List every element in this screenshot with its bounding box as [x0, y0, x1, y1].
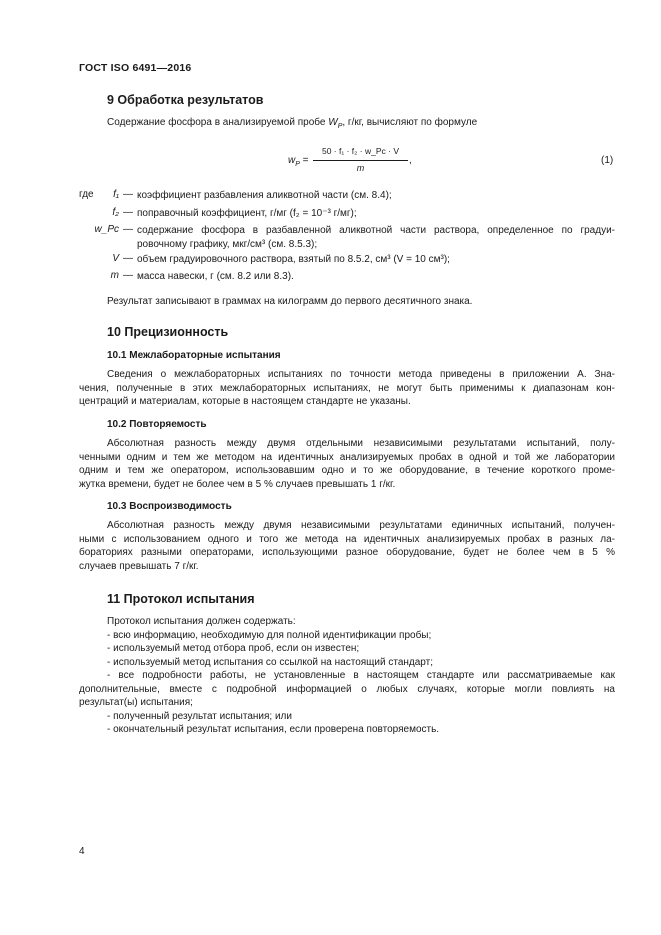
variable-symbol: w_Pc [94, 224, 119, 235]
subsection-10-3-title: 10.3 Воспроизводимость [107, 501, 232, 512]
paragraph-line: центраций и материалам, которые в настоящем стандарте не указаны. [79, 396, 411, 407]
report-item: - все подробности работы, не установленные в настоящем стандарте или рассматриваемые как [107, 670, 615, 681]
fraction-bar [313, 160, 408, 161]
paragraph-line: Абсолютная разность между двумя независимыми результатами единичных испытаний, получен- [107, 520, 615, 531]
formula-fraction [313, 146, 408, 173]
intro-text-start: Содержание фосфора в анализируемой пробе [107, 117, 329, 128]
variable-symbol: m [110, 270, 119, 281]
subsection-10-2-text [79, 437, 615, 491]
variable-symbol: f₁ [113, 189, 119, 200]
definition-line: содержание фосфора в разбавленной аликвотной части раствора, определенное по градуи- [137, 225, 615, 236]
variable-symbol: V [112, 253, 119, 264]
paragraph-line: чения, полученные в этих межлабораторных испытаниях, не могут быть применимы к диапазонам кон- [79, 382, 615, 394]
report-item: - используемый метод испытания со ссылкой на настоящий стандарт; [107, 656, 433, 668]
formula-numerator: 50 · f₁ · f₂ · w_Pc · V [321, 146, 399, 156]
report-intro: Протокол испытания должен содержать: [107, 616, 296, 627]
section-9-intro [107, 116, 477, 134]
paragraph-line: одним и тем же оператором, использовавшим одно и то же оборудование, в течение короткого проме- [79, 465, 615, 476]
subsection-10-1-text [79, 368, 615, 409]
formula-comma: , [409, 155, 412, 166]
variable-dash: — [123, 224, 133, 235]
intro-symbol-sub: P [337, 123, 343, 130]
paragraph-line: ными с использованием одного и того же метода на идентичных анализируемых пробах в разных ла- [79, 533, 615, 545]
variable-definition: объем градуировочного раствора, взятый по 8.5.2, см³ (V = 10 см³); [137, 254, 450, 265]
variable-definition: поправочный коэффициент, г/мг (f₂ = 10⁻³ г/мг); [137, 208, 357, 219]
report-item: - окончательный результат испытания, если проверена повторяемость. [107, 724, 440, 735]
where-label: где [79, 189, 94, 200]
document-code: ГОСТ ISO 6491—2016 [79, 62, 192, 74]
variable-definition: коэффициент разбавления аликвотной части (см. 8.4); [137, 190, 392, 201]
subsection-10-3-text [79, 519, 615, 573]
section-9-title: 9 Обработка результатов [107, 93, 264, 107]
paragraph-line: бораториях разными операторами, использующими разное оборудование, будет не более чем в 5 % [79, 547, 615, 558]
report-item: - используемый метод отбора проб, если он известен; [107, 643, 360, 654]
report-item-continuation: результат(ы) испытания; [79, 697, 193, 708]
section-10-title: 10 Прецизионность [107, 325, 229, 339]
report-item: - всю информацию, необходимую для полной идентификации пробы; [107, 629, 432, 641]
report-item: - полученный результат испытания; или [107, 710, 292, 722]
formula-lhs [288, 155, 309, 168]
variable-dash: — [123, 270, 133, 281]
page-number: 4 [79, 846, 85, 857]
section-11-text [79, 615, 615, 737]
intro-text-end: , г/кг, вычисляют по формуле [342, 117, 478, 128]
paragraph-line: случаев превышать 7 г/кг. [79, 560, 199, 572]
formula-lhs-symbol: w [288, 155, 296, 166]
paragraph-line: Сведения о межлабораторных испытаниях по точности метода приведены в приложении А. Зна- [107, 369, 615, 380]
section-11-title: 11 Протокол испытания [107, 592, 255, 606]
formula-equals: = [299, 155, 309, 166]
paragraph-line: Абсолютная разность между двумя отдельными независимыми результатами испытаний, полу- [107, 438, 615, 449]
variable-dash: — [123, 253, 133, 264]
subsection-10-2-title: 10.2 Повторяемость [107, 419, 207, 430]
variable-definition [137, 224, 615, 251]
variable-dash: — [123, 207, 133, 218]
formula-lhs-sub: P [295, 161, 300, 168]
definition-line: ровочному графику, мкг/см³ (см. 8.5.3); [137, 238, 318, 250]
variable-dash: — [123, 189, 133, 200]
paragraph-line: жутка времени, будет не более чем в 5 % случаев превышать 1 г/кг. [79, 478, 396, 490]
formula-number: (1) [601, 155, 614, 166]
subsection-10-1-title: 10.1 Межлабораторные испытания [107, 350, 281, 361]
paragraph-line: ченными одним и тем же методом на идентичных анализируемых пробах в одной и той же лаборатории [79, 451, 615, 463]
variable-symbol: f₂ [112, 207, 119, 218]
formula-denominator: m [356, 163, 365, 173]
intro-symbol: W [328, 117, 338, 128]
report-item-continuation: дополнительные, вместе с подробной информацией о любых случаях, которые могли повлиять на [79, 683, 615, 695]
variable-definition: масса навески, г (см. 8.2 или 8.3). [137, 271, 294, 282]
result-note: Результат записывают в граммах на килограмм до первого десятичного знака. [107, 296, 473, 307]
